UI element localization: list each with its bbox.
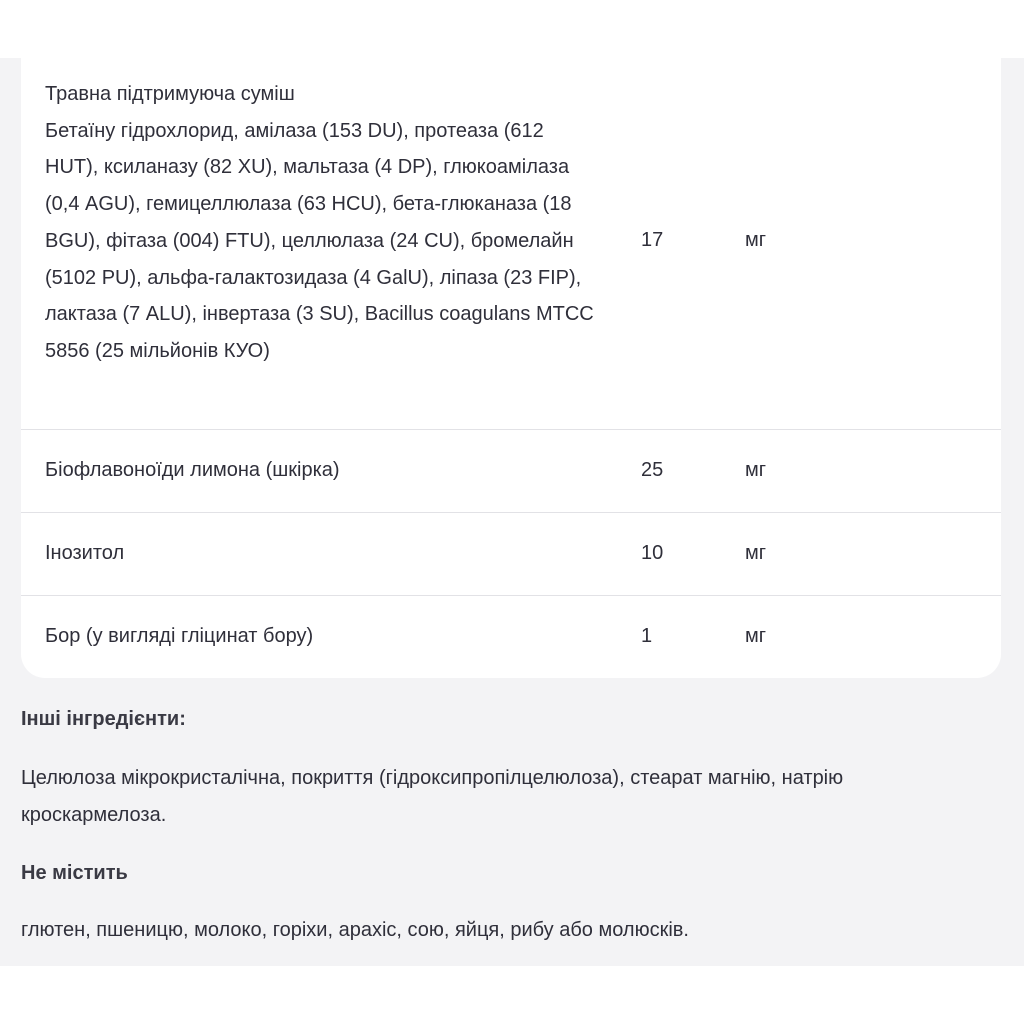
free-from-text: глютен, пшеницю, молоко, горіхи, арахіс, сою, яйця, рибу або молюсків. (21, 919, 689, 941)
table-row (21, 512, 1001, 596)
table-row (21, 595, 1001, 678)
ingredient-unit: мг (745, 229, 767, 251)
ingredient-amount: 25 (641, 459, 664, 481)
table-row (21, 58, 1001, 429)
free-from-heading: Не містить (21, 862, 128, 884)
ingredient-name: Бор (у вигляді гліцинат бору) (45, 625, 314, 647)
ingredient-name: Біофлавоноїди лимона (шкірка) (45, 459, 340, 481)
ingredient-unit: мг (745, 459, 767, 481)
table-row (21, 429, 1001, 513)
ingredient-amount: 17 (641, 229, 664, 251)
ingredient-amount: 10 (641, 542, 664, 564)
ingredient-name (45, 76, 595, 370)
other-ingredients-heading: Інші інгредієнти: (21, 708, 186, 730)
ingredient-amount: 1 (641, 625, 653, 647)
ingredient-name: Інозитол (45, 542, 125, 564)
ingredient-details: Бетаїну гідрохлорид, амілаза (153 DU), протеаза (612 HUT), ксиланазу (82 XU), мальтаза (4 DP), глюкоамілаза (0,4 AGU), гемицеллюлаза (63 HCU), бета-глюканаза (18 BGU), фітаза (004) FTU), целлюлаза (24 CU), бромелайн (5102 PU), альфа-галактозидаза (4 GalU), ліпаза (23 FIP), лактаза (7 ALU), інвертаза (3 SU), Bacillus coagulans MTCC 5856 (25 мільйонів КУО) (45, 119, 594, 362)
ingredient-unit: мг (745, 625, 767, 647)
other-ingredients-text: Целюлоза мікрокристалічна, покриття (гідроксипропілцелюлоза), стеарат магнію, натрію кроскармелоза. (21, 767, 844, 826)
ingredient-unit: мг (745, 542, 767, 564)
ingredients-table (21, 58, 1001, 678)
ingredient-title: Травна підтримуюча суміш (45, 83, 295, 105)
